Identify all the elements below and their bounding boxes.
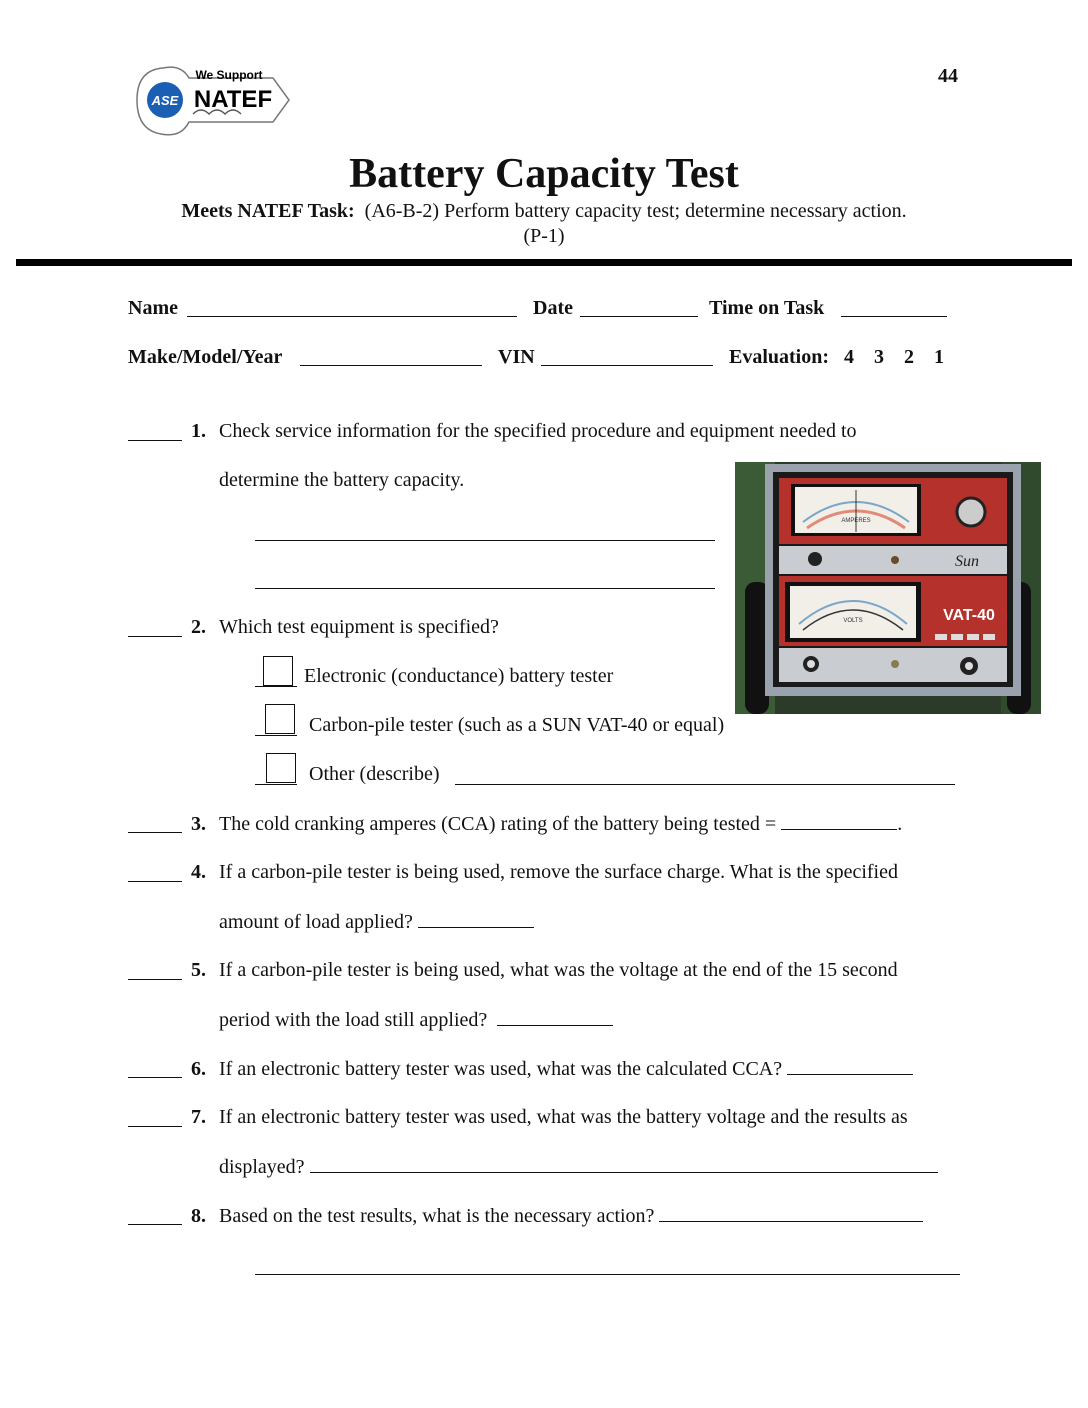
option-carbon-pile: Carbon-pile tester (such as a SUN VAT-40 or equal) (309, 714, 725, 736)
evaluation-text: Evaluation: (729, 346, 830, 368)
item-5: 5. If a carbon-pile tester is being used, what was the voltage at the end of the 15 second (191, 959, 898, 981)
checkbox-underline (255, 735, 297, 736)
checkbox-other[interactable] (266, 753, 296, 783)
check-blank-8[interactable] (128, 1224, 182, 1225)
svg-text:We Support: We Support (195, 68, 263, 82)
checkbox-carbon-pile[interactable] (265, 704, 295, 734)
task-priority: (P-1) (523, 225, 565, 247)
item-4-cont: amount of load applied? (219, 909, 534, 934)
results-field[interactable] (310, 1154, 938, 1173)
score-1[interactable]: 1 (934, 346, 945, 368)
load-applied-field[interactable] (418, 909, 534, 928)
item-7-cont: displayed? (219, 1154, 938, 1179)
item-8: 8. Based on the test results, what is the necessary action? (191, 1203, 923, 1228)
svg-text:ASE: ASE (151, 93, 179, 108)
item-3: 3. The cold cranking amperes (CCA) rating of the battery being tested = . (191, 813, 903, 835)
check-blank-2[interactable] (128, 636, 182, 637)
voltage-field[interactable] (497, 1007, 613, 1026)
score-4[interactable]: 4 (844, 346, 855, 368)
cca-rating-field[interactable] (781, 811, 897, 830)
svg-text:AMPERES: AMPERES (841, 518, 871, 524)
other-describe-field[interactable] (455, 784, 955, 785)
item-4: 4. If a carbon-pile tester is being used, remove the surface charge. What is the specified (191, 861, 898, 883)
svg-text:VOLTS: VOLTS (843, 618, 863, 624)
evaluation-label (729, 345, 944, 369)
task-line (0, 199, 1088, 223)
time-label: Time on Task (709, 297, 825, 319)
checkbox-underline (255, 784, 297, 785)
item-5-cont: period with the load still applied? (219, 1007, 613, 1032)
task-text: (A6-B-2) Perform battery capacity test; determine necessary action. (364, 200, 907, 222)
check-blank-7[interactable] (128, 1126, 182, 1127)
necessary-action-field[interactable] (659, 1203, 923, 1222)
check-blank-6[interactable] (128, 1077, 182, 1078)
answer-line-8b[interactable] (255, 1274, 960, 1275)
time-field[interactable] (841, 316, 947, 317)
vin-label: VIN (498, 346, 535, 368)
item-1: 1. Check service information for the specified procedure and equipment needed to (191, 420, 857, 442)
option-other: Other (describe) (309, 763, 440, 785)
name-field[interactable] (187, 316, 517, 317)
page-title: Battery Capacity Test (349, 151, 739, 197)
score-2[interactable]: 2 (904, 346, 915, 368)
page-number: 44 (938, 65, 958, 87)
vin-field[interactable] (541, 365, 713, 366)
check-blank-3[interactable] (128, 832, 182, 833)
date-label: Date (533, 297, 573, 319)
svg-text:VAT-40: VAT-40 (943, 607, 995, 624)
check-blank-1[interactable] (128, 440, 182, 441)
item-2: 2. Which test equipment is specified? (191, 616, 499, 638)
item-7: 7. If an electronic battery tester was used, what was the battery voltage and the results as (191, 1106, 908, 1128)
answer-line-1a[interactable] (255, 540, 715, 541)
check-blank-4[interactable] (128, 881, 182, 882)
vat40-tester-photo (735, 462, 1041, 714)
name-label: Name (128, 297, 178, 319)
svg-text:Sun: Sun (955, 553, 979, 570)
task-label: Meets NATEF Task: (181, 200, 355, 222)
natef-logo (133, 62, 293, 140)
item-1-cont: determine the battery capacity. (219, 469, 465, 491)
header-divider (16, 259, 1072, 266)
date-field[interactable] (580, 316, 698, 317)
checkbox-electronic[interactable] (263, 656, 293, 686)
item-6: 6. If an electronic battery tester was used, what was the calculated CCA? (191, 1056, 913, 1081)
calculated-cca-field[interactable] (787, 1056, 913, 1075)
score-3[interactable]: 3 (874, 346, 885, 368)
option-electronic: Electronic (conductance) battery tester (304, 665, 614, 687)
check-blank-5[interactable] (128, 979, 182, 980)
answer-line-1b[interactable] (255, 588, 715, 589)
make-label: Make/Model/Year (128, 346, 283, 368)
svg-text:NATEF: NATEF (193, 86, 273, 113)
checkbox-underline (255, 686, 297, 687)
make-field[interactable] (300, 365, 482, 366)
